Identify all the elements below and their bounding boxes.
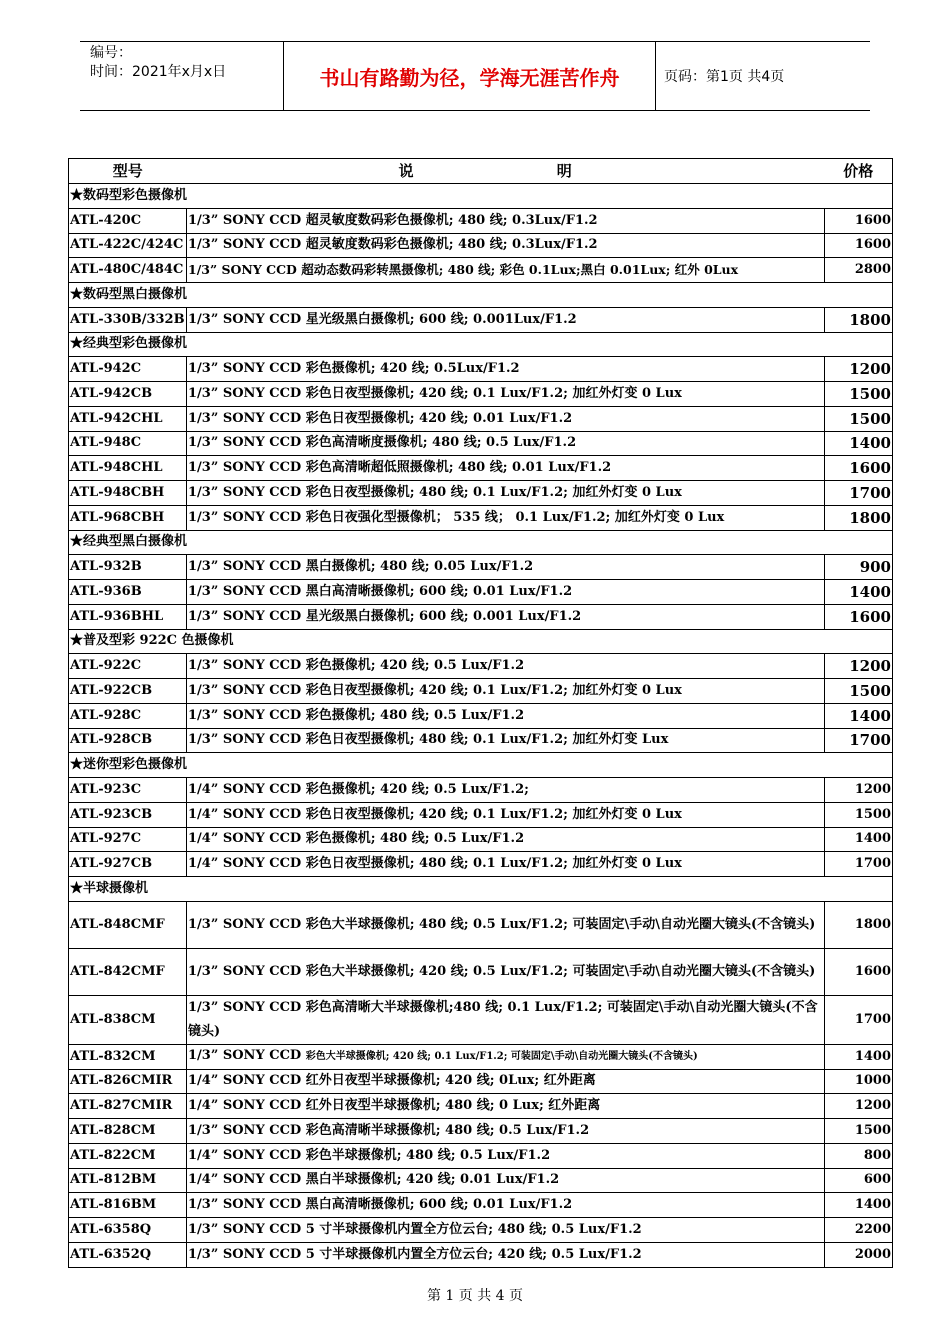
desc-cell: 1/4” SONY CCD 黑白半球摄像机; 420 线; 0.01 Lux/F1.2 — [187, 1168, 825, 1193]
price-cell: 1400 — [825, 431, 893, 456]
model-cell: ATL-948C — [69, 431, 187, 456]
price-cell: 2000 — [825, 1242, 893, 1267]
section-row — [69, 530, 893, 555]
page-header — [80, 41, 870, 111]
section-title: ★普及型彩 922C 色摄像机 — [69, 629, 893, 654]
price-cell: 1500 — [825, 802, 893, 827]
model-cell: ATL-842CMF — [69, 948, 187, 995]
price-cell: 1800 — [825, 505, 893, 530]
desc-cell: 1/4” SONY CCD 彩色摄像机; 420 线; 0.5 Lux/F1.2; — [187, 778, 825, 803]
section-row — [69, 877, 893, 902]
table-row — [69, 1193, 893, 1218]
desc-cell: 1/3” SONY CCD 5 寸半球摄像机内置全方位云台; 480 线; 0.5 Lux/F1.2 — [187, 1218, 825, 1243]
table-header-row — [69, 159, 893, 184]
model-cell: ATL-948CBH — [69, 481, 187, 506]
table-row — [69, 1242, 893, 1267]
table-row — [69, 1218, 893, 1243]
model-cell: ATL-922C — [69, 654, 187, 679]
section-title: ★半球摄像机 — [69, 877, 893, 902]
price-cell: 1600 — [825, 233, 893, 258]
price-cell: 1200 — [825, 357, 893, 382]
desc-cell: 1/3” SONY CCD 彩色高清晰半球摄像机; 480 线; 0.5 Lux/F1.2 — [187, 1119, 825, 1144]
desc-cell: 1/3” SONY CCD 彩色摄像机; 480 线; 0.5 Lux/F1.2 — [187, 703, 825, 728]
desc-cell: 1/3” SONY CCD 彩色日夜强化型摄像机； 535 线； 0.1 Lux/F1.2; 加红外灯变 0 Lux — [187, 505, 825, 530]
header-meta — [80, 42, 284, 110]
table-row — [69, 208, 893, 233]
price-cell: 1700 — [825, 995, 893, 1044]
model-cell: ATL-822CM — [69, 1143, 187, 1168]
table-row — [69, 555, 893, 580]
column-header-desc-a: 说 — [398, 162, 414, 180]
desc-cell: 1/3” SONY CCD 彩色日夜型摄像机; 480 线; 0.1 Lux/F1.2; 加红外灯变 0 Lux — [187, 481, 825, 506]
desc-cell: 1/3” SONY CCD 黑白高清晰摄像机; 600 线; 0.01 Lux/F1.2 — [187, 1193, 825, 1218]
price-cell: 1700 — [825, 728, 893, 753]
price-cell: 2800 — [825, 258, 893, 283]
table-row — [69, 456, 893, 481]
desc-cell: 1/3” SONY CCD 彩色高清晰大半球摄像机;480 线; 0.1 Lux/F1.2; 可装固定\手动\自动光圈大镜头(不含镜头) — [187, 995, 825, 1044]
desc-cell: 1/4” SONY CCD 彩色日夜型摄像机; 420 线; 0.1 Lux/F1.2; 加红外灯变 0 Lux — [187, 802, 825, 827]
table-row — [69, 233, 893, 258]
table-row — [69, 728, 893, 753]
price-cell: 900 — [825, 555, 893, 580]
time-label: 时间：2021年x月x日 — [90, 64, 227, 80]
desc-cell: 1/3” SONY CCD 彩色大半球摄像机; 480 线; 0.5 Lux/F1.2; 可装固定\手动\自动光圈大镜头(不含镜头) — [187, 901, 825, 948]
desc-cell: 1/4” SONY CCD 红外日夜型半球摄像机; 420 线; 0Lux; 红外距离 — [187, 1069, 825, 1094]
price-cell: 1600 — [825, 604, 893, 629]
desc-cell: 1/3” SONY CCD 黑白摄像机; 480 线; 0.05 Lux/F1.2 — [187, 555, 825, 580]
price-cell: 1400 — [825, 827, 893, 852]
desc-part-b: 彩色大半球摄像机; 420 线; 0.1 Lux/F1.2; 可装固定\手动\自动光圈大镜头(不含镜头) — [305, 1051, 698, 1063]
section-title: ★经典型黑白摄像机 — [69, 530, 893, 555]
price-cell: 1200 — [825, 654, 893, 679]
desc-cell: 1/4” SONY CCD 彩色日夜型摄像机; 480 线; 0.1 Lux/F1.2; 加红外灯变 0 Lux — [187, 852, 825, 877]
desc-cell: 1/3” SONY CCD 彩色摄像机; 420 线; 0.5 Lux/F1.2 — [187, 654, 825, 679]
model-cell: ATL-422C/424C — [69, 233, 187, 258]
model-cell: ATL-923C — [69, 778, 187, 803]
price-table — [68, 158, 893, 1268]
desc-cell: 1/3” SONY CCD 彩色大半球摄像机; 420 线; 0.5 Lux/F1.2; 可装固定\手动\自动光圈大镜头(不含镜头) — [187, 948, 825, 995]
table-row — [69, 357, 893, 382]
section-row — [69, 184, 893, 209]
table-row — [69, 901, 893, 948]
section-row — [69, 629, 893, 654]
table-row — [69, 406, 893, 431]
desc-cell: 1/3” SONY CCD 彩色日夜型摄像机; 420 线; 0.1 Lux/F1.2; 加红外灯变 0 Lux — [187, 679, 825, 704]
column-header-desc — [187, 159, 825, 184]
model-cell: ATL-816BM — [69, 1193, 187, 1218]
table-row — [69, 654, 893, 679]
desc-cell: 1/4” SONY CCD 彩色摄像机; 480 线; 0.5 Lux/F1.2 — [187, 827, 825, 852]
model-cell: ATL-942CHL — [69, 406, 187, 431]
model-cell: ATL-932B — [69, 555, 187, 580]
model-cell: ATL-838CM — [69, 995, 187, 1044]
code-label: 编号： — [90, 45, 132, 61]
model-cell: ATL-480C/484C — [69, 258, 187, 283]
model-cell: ATL-828CM — [69, 1119, 187, 1144]
section-title: ★数码型彩色摄像机 — [69, 184, 893, 209]
table-row — [69, 679, 893, 704]
price-cell: 1700 — [825, 481, 893, 506]
model-cell: ATL-826CMIR — [69, 1069, 187, 1094]
model-cell: ATL-948CHL — [69, 456, 187, 481]
section-row — [69, 283, 893, 308]
table-row — [69, 1094, 893, 1119]
table-row — [69, 604, 893, 629]
desc-cell: 1/3” SONY CCD 超灵敏度数码彩色摄像机; 480 线; 0.3Lux/F1.2 — [187, 208, 825, 233]
section-title: ★经典型彩色摄像机 — [69, 332, 893, 357]
desc-cell: 1/3” SONY CCD 超灵敏度数码彩色摄像机; 480 线; 0.3Lux/F1.2 — [187, 233, 825, 258]
desc-cell: 1/3” SONY CCD 星光级黑白摄像机; 600 线; 0.001 Lux/F1.2 — [187, 604, 825, 629]
price-cell: 1400 — [825, 1193, 893, 1218]
desc-cell: 1/3” SONY CCD 超动态数码彩转黑摄像机; 480 线; 彩色 0.1Lux;黑白 0.01Lux; 红外 0Lux — [187, 258, 825, 283]
model-cell: ATL-420C — [69, 208, 187, 233]
model-cell: ATL-936BHL — [69, 604, 187, 629]
model-cell: ATL-6358Q — [69, 1218, 187, 1243]
table-row — [69, 1069, 893, 1094]
price-cell: 1800 — [825, 307, 893, 332]
section-row — [69, 753, 893, 778]
table-row — [69, 703, 893, 728]
price-cell: 1400 — [825, 1044, 893, 1069]
table-row — [69, 827, 893, 852]
price-cell: 1400 — [825, 580, 893, 605]
table-row — [69, 382, 893, 407]
desc-cell: 1/3” SONY CCD 彩色高清晰度摄像机; 480 线; 0.5 Lux/F1.2 — [187, 431, 825, 456]
model-cell: ATL-928C — [69, 703, 187, 728]
price-cell: 1600 — [825, 456, 893, 481]
table-row — [69, 1143, 893, 1168]
price-cell: 1500 — [825, 406, 893, 431]
model-cell: ATL-922CB — [69, 679, 187, 704]
model-cell: ATL-927C — [69, 827, 187, 852]
model-cell: ATL-968CBH — [69, 505, 187, 530]
desc-cell: 1/4” SONY CCD 彩色半球摄像机; 480 线; 0.5 Lux/F1.2 — [187, 1143, 825, 1168]
table-row — [69, 1119, 893, 1144]
price-cell: 600 — [825, 1168, 893, 1193]
model-cell: ATL-832CM — [69, 1044, 187, 1069]
table-row — [69, 802, 893, 827]
table-row — [69, 258, 893, 283]
price-cell: 1200 — [825, 1094, 893, 1119]
table-row — [69, 307, 893, 332]
price-cell: 1000 — [825, 1069, 893, 1094]
model-cell: ATL-812BM — [69, 1168, 187, 1193]
column-header-model: 型号 — [69, 159, 187, 184]
price-cell: 1500 — [825, 1119, 893, 1144]
desc-cell: 1/3” SONY CCD 彩色高清晰超低照摄像机; 480 线; 0.01 Lux/F1.2 — [187, 456, 825, 481]
desc-cell: 1/3” SONY CCD 黑白高清晰摄像机; 600 线; 0.01 Lux/F1.2 — [187, 580, 825, 605]
price-cell: 1500 — [825, 382, 893, 407]
model-cell: ATL-927CB — [69, 852, 187, 877]
column-header-price: 价格 — [825, 159, 893, 184]
page-footer: 第 1 页 共 4 页 — [426, 1288, 524, 1304]
price-cell: 1800 — [825, 901, 893, 948]
price-cell: 1700 — [825, 852, 893, 877]
price-cell: 1500 — [825, 679, 893, 704]
price-cell: 1600 — [825, 948, 893, 995]
desc-cell: 1/3” SONY CCD 彩色日夜型摄像机; 420 线; 0.01 Lux/F1.2 — [187, 406, 825, 431]
table-row — [69, 852, 893, 877]
table-row — [69, 505, 893, 530]
desc-cell: 1/3” SONY CCD 彩色日夜型摄像机; 420 线; 0.1 Lux/F1.2; 加红外灯变 0 Lux — [187, 382, 825, 407]
model-cell: ATL-942CB — [69, 382, 187, 407]
model-cell: ATL-6352Q — [69, 1242, 187, 1267]
table-row — [69, 431, 893, 456]
model-cell: ATL-848CMF — [69, 901, 187, 948]
price-cell: 1600 — [825, 208, 893, 233]
table-row — [69, 778, 893, 803]
model-cell: ATL-330B/332B — [69, 307, 187, 332]
desc-cell: 1/4” SONY CCD 红外日夜型半球摄像机; 480 线; 0 Lux; 红外距离 — [187, 1094, 825, 1119]
table-row — [69, 580, 893, 605]
price-cell: 800 — [825, 1143, 893, 1168]
table-row — [69, 995, 893, 1044]
section-row — [69, 332, 893, 357]
table-row — [69, 1168, 893, 1193]
table-row — [69, 948, 893, 995]
desc-part-a: 1/3” SONY CCD — [188, 1048, 306, 1064]
model-cell: ATL-827CMIR — [69, 1094, 187, 1119]
desc-cell — [187, 1044, 825, 1069]
section-title: ★迷你型彩色摄像机 — [69, 753, 893, 778]
price-cell: 1200 — [825, 778, 893, 803]
header-page-label: 页码：第1页 共4页 — [664, 69, 785, 85]
desc-cell: 1/3” SONY CCD 彩色日夜型摄像机; 480 线; 0.1 Lux/F1.2; 加红外灯变 Lux — [187, 728, 825, 753]
desc-cell: 1/3” SONY CCD 彩色摄像机; 420 线; 0.5Lux/F1.2 — [187, 357, 825, 382]
header-motto: 书山有路勤为径，学海无涯苦作舟 — [284, 42, 656, 110]
column-header-desc-b: 明 — [556, 162, 572, 180]
model-cell: ATL-923CB — [69, 802, 187, 827]
model-cell: ATL-942C — [69, 357, 187, 382]
model-cell: ATL-936B — [69, 580, 187, 605]
table-row — [69, 481, 893, 506]
price-cell: 2200 — [825, 1218, 893, 1243]
section-title: ★数码型黑白摄像机 — [69, 283, 893, 308]
desc-cell: 1/3” SONY CCD 5 寸半球摄像机内置全方位云台; 420 线; 0.5 Lux/F1.2 — [187, 1242, 825, 1267]
table-row — [69, 1044, 893, 1069]
desc-cell: 1/3” SONY CCD 星光级黑白摄像机; 600 线; 0.001Lux/F1.2 — [187, 307, 825, 332]
model-cell: ATL-928CB — [69, 728, 187, 753]
price-cell: 1400 — [825, 703, 893, 728]
